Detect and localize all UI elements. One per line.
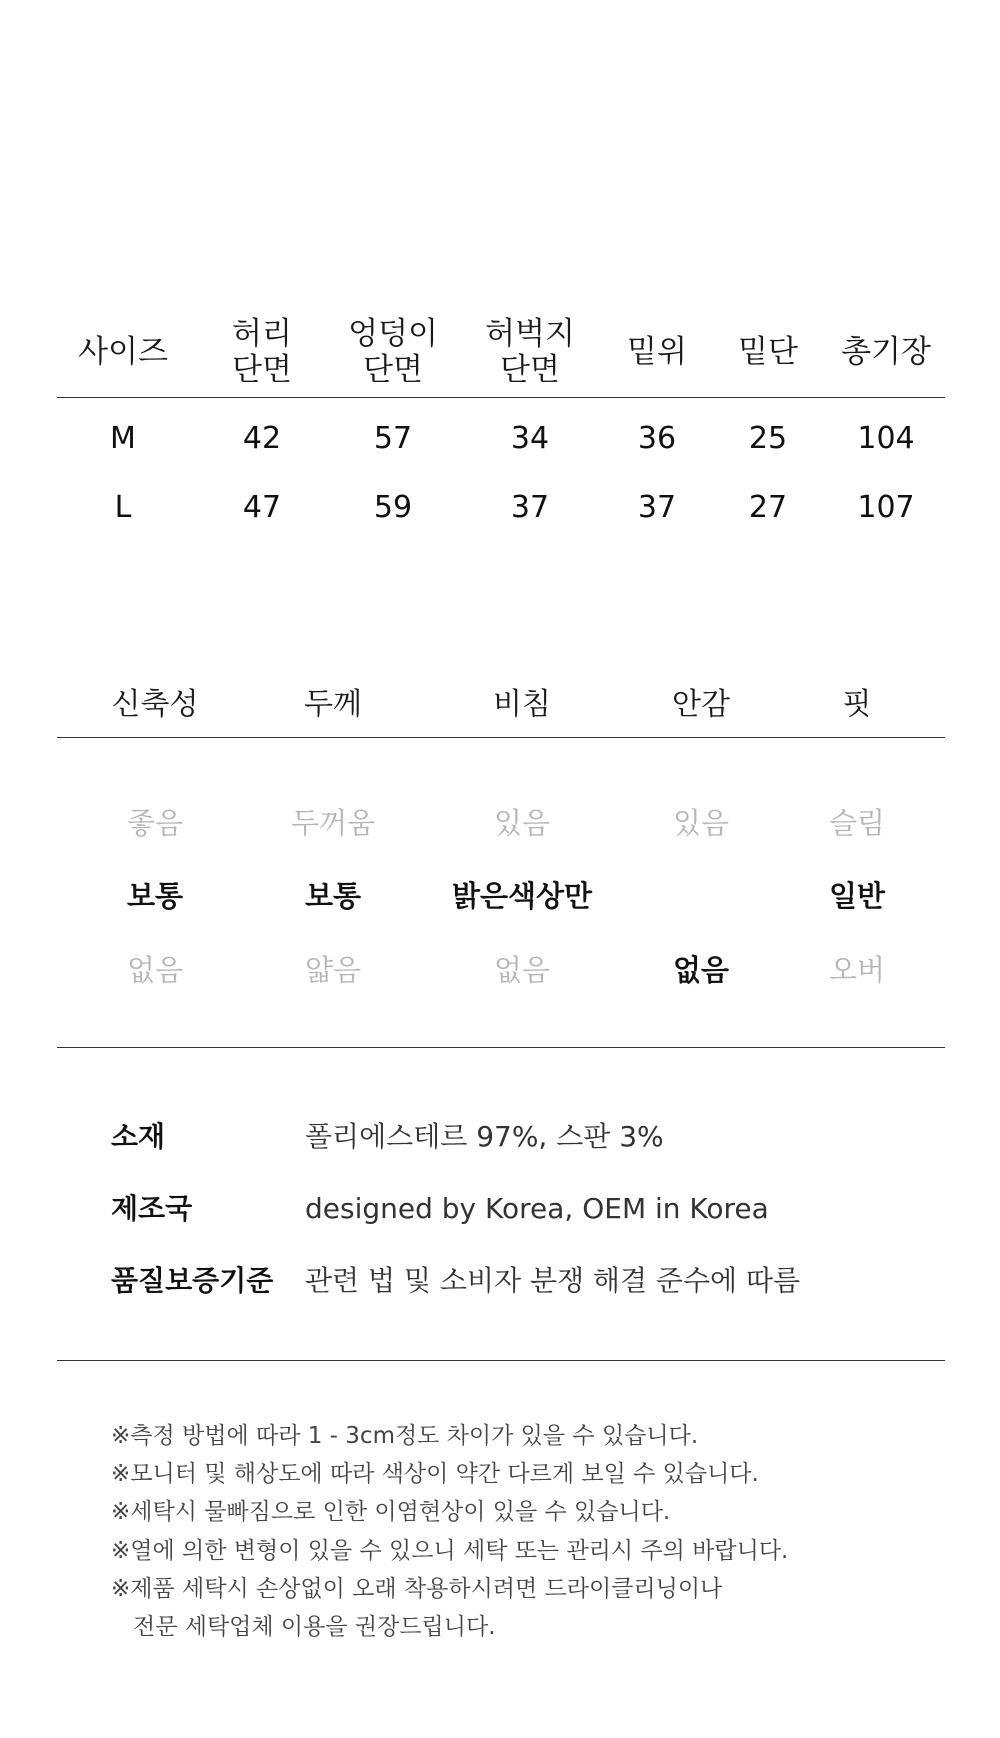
- note-line: ※세탁시 물빠짐으로 인한 이염현상이 있을 수 있습니다.: [111, 1499, 671, 1525]
- info-divider: [57, 1360, 945, 1361]
- note-line: ※모니터 및 해상도에 따라 색상이 약간 다르게 보일 수 있습니다.: [111, 1461, 759, 1487]
- origin-label: 제조국: [111, 1192, 193, 1225]
- size-cell: L: [114, 490, 132, 525]
- feature-option: 있음: [493, 806, 551, 840]
- feature-header-thickness: 두께: [304, 687, 362, 722]
- feature-option: 두꺼움: [290, 806, 376, 840]
- size-header-label: 사이즈: [78, 334, 168, 370]
- note-line: 전문 세탁업체 이용을 권장드립니다.: [133, 1614, 496, 1640]
- size-cell: 34: [510, 421, 550, 456]
- feature-option: 좋음: [126, 806, 184, 840]
- quality-label: 품질보증기준: [111, 1264, 274, 1297]
- feature-header-fit: 핏: [842, 687, 872, 722]
- feature-option: 없음: [493, 953, 551, 987]
- origin-value: designed by Korea, OEM in Korea: [305, 1192, 769, 1225]
- material-value: 폴리에스테르 97%, 스판 3%: [305, 1120, 664, 1153]
- feature-option: 슬림: [828, 806, 886, 840]
- feature-option: 없음: [126, 953, 184, 987]
- size-table-divider: [57, 397, 945, 398]
- note-line: ※측정 방법에 따라 1 - 3cm정도 차이가 있을 수 있습니다.: [111, 1423, 699, 1449]
- size-header-size: [78, 334, 168, 370]
- feature-header-divider: [57, 737, 945, 738]
- size-header-label: 총기장: [841, 334, 931, 370]
- note-line: ※열에 의한 변형이 있을 수 있으니 세탁 또는 관리시 주의 바랍니다.: [111, 1538, 789, 1564]
- feature-option-selected: 없음: [672, 953, 730, 987]
- size-header-length: [841, 334, 931, 370]
- material-label: 소재: [111, 1120, 166, 1153]
- size-cell: 59: [373, 490, 413, 525]
- size-cell: 47: [242, 490, 282, 525]
- size-header-label: 단면: [500, 352, 560, 388]
- size-header-label: 단면: [363, 352, 423, 388]
- size-header-rise: [627, 334, 687, 370]
- size-header-label: 엉덩이: [348, 316, 438, 352]
- feature-option-selected: 보통: [304, 879, 362, 913]
- size-header-waist: [232, 316, 292, 388]
- size-cell: 36: [637, 421, 677, 456]
- feature-option: 오버: [828, 953, 886, 987]
- feature-option: 있음: [672, 806, 730, 840]
- size-header-hip: [348, 316, 438, 388]
- size-header-label: 밑위: [627, 334, 687, 370]
- size-header-thigh: [485, 316, 575, 388]
- feature-option: 얇음: [304, 953, 362, 987]
- size-cell: 37: [637, 490, 677, 525]
- feature-header-lining: 안감: [672, 687, 730, 722]
- size-cell: 37: [510, 490, 550, 525]
- size-cell: 107: [857, 490, 915, 525]
- size-header-label: 허리: [232, 316, 292, 352]
- size-cell: 57: [373, 421, 413, 456]
- quality-value: 관련 법 및 소비자 분쟁 해결 준수에 따름: [305, 1264, 801, 1297]
- size-cell: 25: [748, 421, 788, 456]
- size-header-label: 밑단: [738, 334, 798, 370]
- feature-option-selected: 보통: [126, 879, 184, 913]
- size-cell: 104: [857, 421, 915, 456]
- feature-option-selected: 밝은색상만: [451, 879, 593, 913]
- feature-header-sheerness: 비침: [493, 687, 551, 722]
- size-header-label: 허벅지: [485, 316, 575, 352]
- feature-option-selected: 일반: [828, 879, 886, 913]
- size-header-hem: [738, 334, 798, 370]
- size-cell: M: [110, 421, 136, 456]
- size-header-label: 단면: [232, 352, 292, 388]
- size-cell: 42: [242, 421, 282, 456]
- note-line: ※제품 세탁시 손상없이 오래 착용하시려면 드라이클리닝이나: [111, 1576, 723, 1602]
- feature-grid-divider: [57, 1047, 945, 1048]
- feature-header-stretch: 신축성: [111, 687, 199, 722]
- size-cell: 27: [748, 490, 788, 525]
